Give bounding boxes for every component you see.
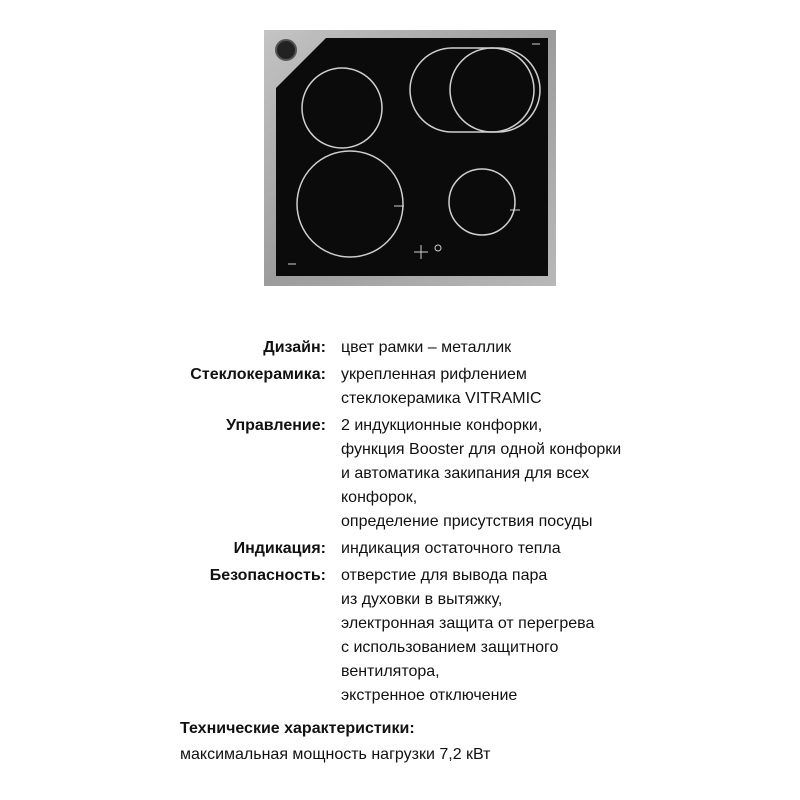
spec-row-control [0, 414, 800, 534]
spec-line: электронная защита от перегрева [341, 615, 595, 632]
knob-icon [276, 40, 296, 60]
spec-value [341, 363, 671, 411]
tech-section [180, 716, 491, 768]
tech-title: Технические характеристики: [180, 720, 415, 737]
spec-line: функция Booster для одной конфорки [341, 441, 622, 458]
spec-row-safety [0, 564, 800, 708]
spec-line: индикация остаточного тепла [341, 540, 561, 557]
spec-row-indication [0, 537, 800, 561]
cooktop-image [264, 30, 556, 286]
spec-line: стеклокерамика VITRAMIC [341, 390, 542, 407]
spec-line: конфорок, [341, 489, 418, 506]
tech-value: максимальная мощность нагрузки 7,2 кВт [180, 746, 491, 763]
spec-value [341, 414, 671, 534]
spec-line: экстренное отключение [341, 687, 518, 704]
spec-line: отверстие для вывода пара [341, 567, 548, 584]
spec-value [341, 537, 671, 561]
spec-value [341, 336, 671, 360]
spec-label: Управление: [226, 417, 326, 434]
spec-line: укрепленная рифлением [341, 366, 527, 383]
spec-line: из духовки в вытяжку, [341, 591, 503, 608]
spec-line: 2 индукционные конфорки, [341, 417, 543, 434]
spec-line: определение присутствия посуды [341, 513, 593, 530]
spec-line: вентилятора, [341, 663, 440, 680]
spec-line: с использованием защитного [341, 639, 559, 656]
spec-value [341, 564, 671, 708]
cooktop-glass [276, 38, 548, 276]
spec-row-glass [0, 363, 800, 411]
spec-line: и автоматика закипания для всех [341, 465, 590, 482]
spec-label: Индикация: [233, 540, 326, 557]
spec-row-design [0, 336, 800, 360]
spec-label: Стеклокерамика: [190, 366, 326, 383]
spec-table [0, 336, 800, 708]
spec-label: Безопасность: [209, 567, 326, 584]
spec-label: Дизайн: [263, 339, 326, 356]
spec-line: цвет рамки – металлик [341, 339, 512, 356]
